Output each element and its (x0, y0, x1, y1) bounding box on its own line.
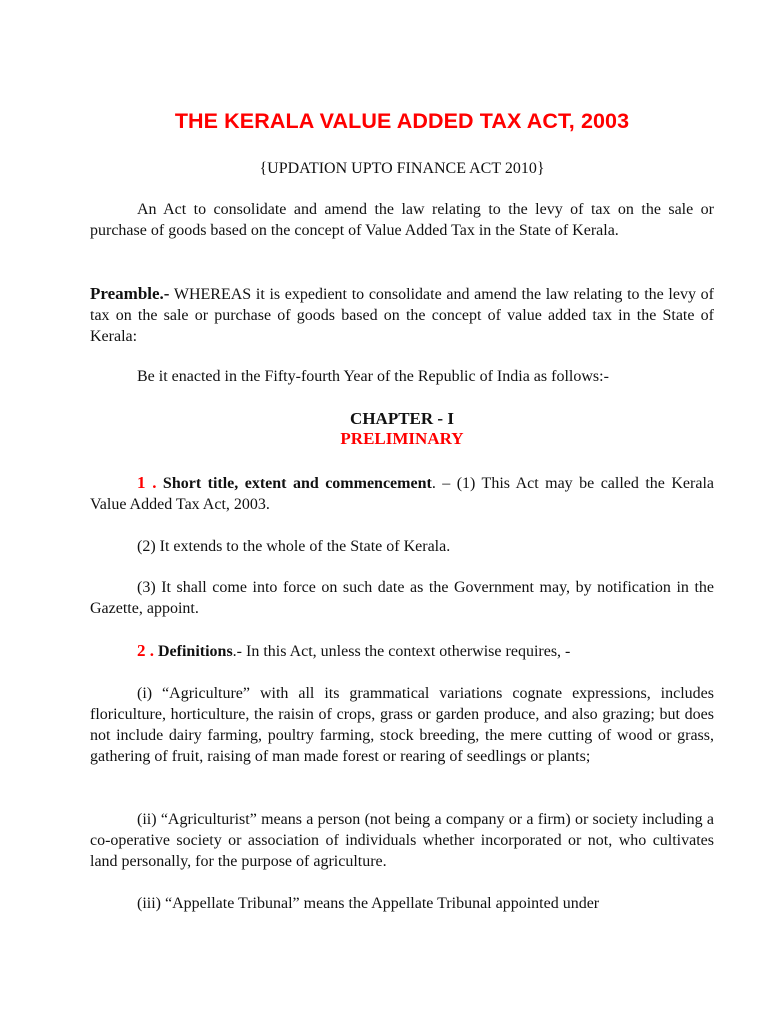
definition-appellate-tribunal: (iii) “Appellate Tribunal” means the Appellate Tribunal appointed under (137, 895, 600, 912)
chapter-heading: CHAPTER - I (350, 409, 454, 428)
section-1-text: . – (1) This Act may be called the Kerala Value Added Tax Act, 2003. (90, 475, 715, 513)
section-1-number: 1 . (137, 473, 157, 492)
intro-paragraph: An Act to consolidate and amend the law relating to the levy of tax on the sale or purchase of goods based on the concept of Value Added Tax in the State of Kerala. (90, 201, 714, 239)
section-2-title: Definitions (154, 643, 233, 660)
preamble-label: Preamble.- (90, 284, 170, 303)
section-2-paragraph (90, 640, 714, 662)
document-title: THE KERALA VALUE ADDED TAX ACT, 2003 (174, 109, 630, 133)
chapter-title: PRELIMINARY (340, 429, 464, 448)
enactment-paragraph: Be it enacted in the Fifty-fourth Year of the Republic of India as follows:- (137, 368, 609, 385)
definition-agriculturist: (ii) “Agriculturist” means a person (not being a company or a firm) or society including a co-operative society or association of individuals whether incorporated or not, who cultivates land personally, for the purpose of agriculture. (90, 811, 714, 870)
preamble-text: WHEREAS it is expedient to consolidate and amend the law relating to the levy of tax on the sale or purchase of goods based on the concept of value added tax in the State of Kerala: (90, 286, 714, 345)
preamble-paragraph (90, 283, 714, 347)
section-2-text: .- In this Act, unless the context otherwise requires, - (232, 643, 571, 660)
section-1-title: Short title, extent and commencement (156, 475, 432, 492)
section-1-subsection-3: (3) It shall come into force on such date as the Government may, by notification in the Gazette, appoint. (90, 579, 714, 617)
section-2-number: 2 . (137, 641, 154, 660)
section-1-paragraph (90, 472, 714, 515)
document-subtitle: {UPDATION UPTO FINANCE ACT 2010} (259, 160, 545, 177)
definition-agriculture: (i) “Agriculture” with all its grammatical variations cognate expressions, includes floriculture, horticulture, the raisin of crops, grass or garden produce, and also grazing; but does not include dairy farming, poultry farming, stock breeding, the mere cutting of wood or grass, gathering of fruit, raising of man made forest or rearing of seedlings or plants; (90, 685, 714, 765)
section-1-subsection-2: (2) It extends to the whole of the State of Kerala. (137, 538, 451, 555)
